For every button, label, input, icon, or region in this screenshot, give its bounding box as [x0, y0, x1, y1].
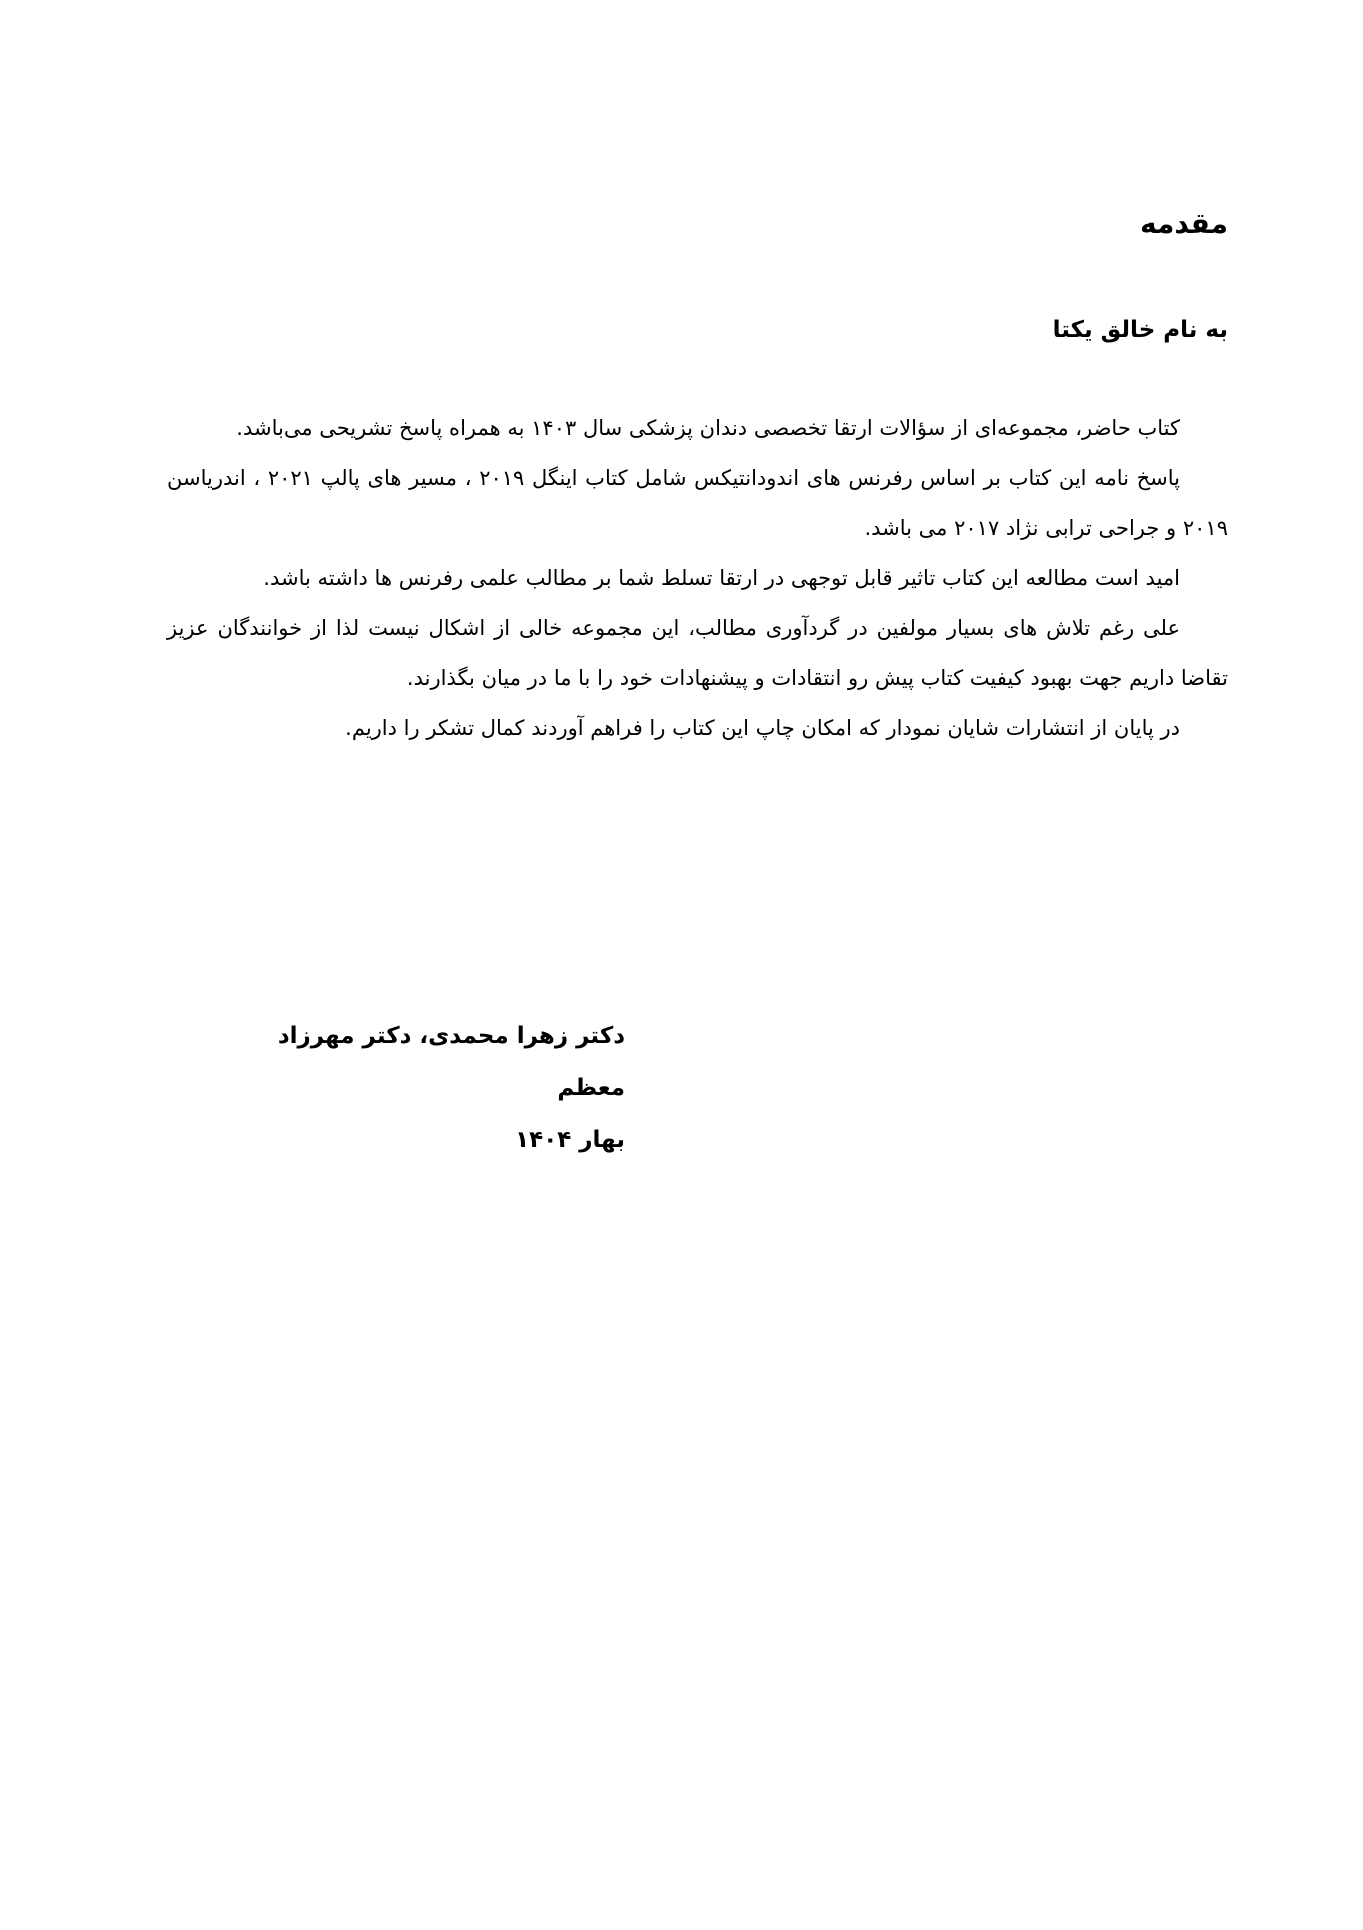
signature-date: بهار ۱۴۰۴ — [515, 1127, 625, 1153]
signature-block — [205, 1010, 625, 1166]
paragraph: کتاب حاضر، مجموعه‌ای از سؤالات ارتقا تخصصی دندان پزشکی سال ۱۴۰۳ به همراه پاسخ تشریحی می‌باشد. — [236, 416, 1180, 440]
paragraph: پاسخ نامه این کتاب بر اساس رفرنس های اندودانتیکس شامل کتاب اینگل ۲۰۱۹ ، مسیر های پالپ ۲۰۲۱ ، اندریاسن ۲۰۱۹ و جراحی ترابی نژاد ۲۰۱۷ می باشد. — [167, 466, 1228, 540]
page-subtitle: به نام خالق یکتا — [1052, 317, 1228, 343]
signature-authors: دکتر زهرا محمدی، دکتر مهرزاد معظم — [277, 1023, 625, 1101]
paragraph: امید است مطالعه این کتاب تاثیر قابل توجهی در ارتقا تسلط شما بر مطالب علمی رفرنس ها داشته باشد. — [263, 566, 1180, 590]
page-title: مقدمه — [1140, 207, 1228, 240]
body-text — [167, 403, 1228, 753]
paragraph: علی رغم تلاش های بسیار مولفین در گردآوری مطالب، این مجموعه خالی از اشکال نیست لذا از خوانندگان عزیز تقاضا داریم جهت بهبود کیفیت کتاب پیش رو انتقادات و پیشنهادات خود را با ما در میان بگذارند. — [167, 616, 1228, 690]
paragraph: در پایان از انتشارات شایان نمودار که امکان چاپ این کتاب را فراهم آوردند کمال تشکر را داریم. — [345, 716, 1180, 740]
